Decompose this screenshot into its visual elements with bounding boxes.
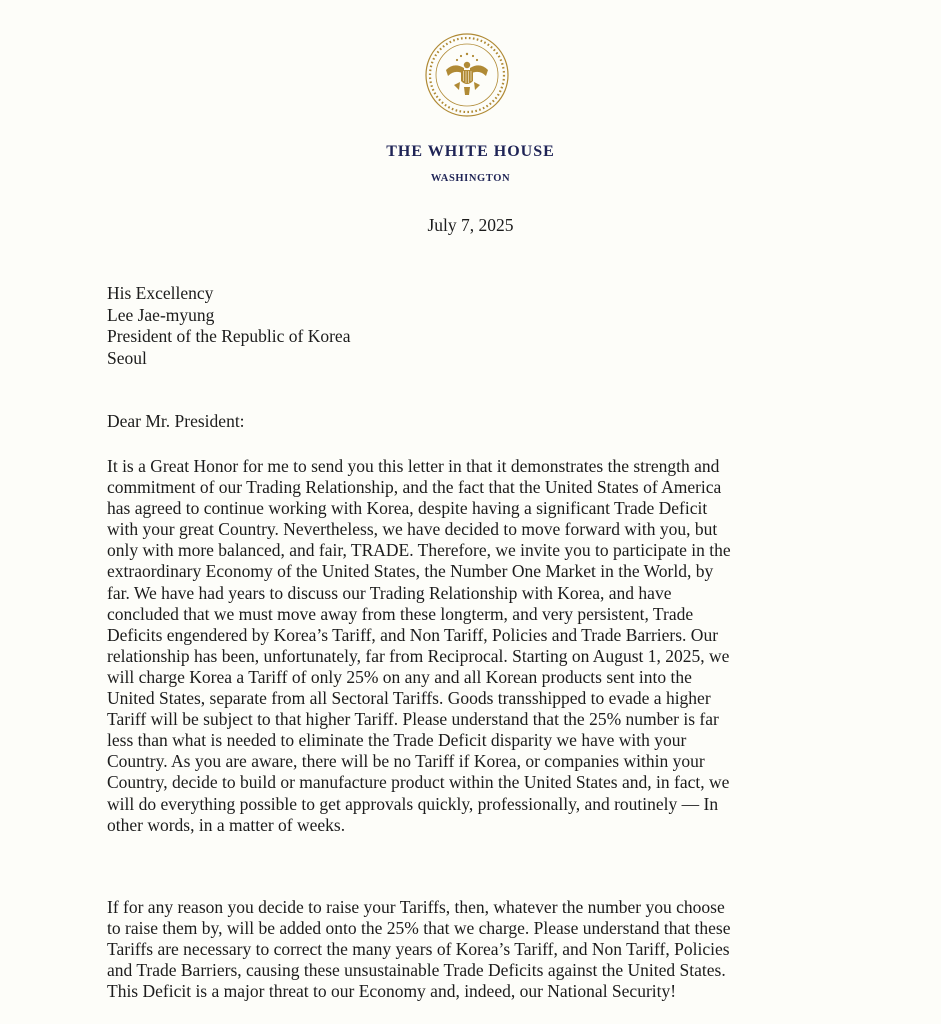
paragraph-line: Tariffs are necessary to correct the many years of Korea’s Tariff, and Non Tariff, Policies <box>107 939 730 960</box>
paragraph-line: It is a Great Honor for me to send you this letter in that it demonstrates the strength and <box>107 456 720 476</box>
letter-date: July 7, 2025 <box>427 215 514 235</box>
paragraph-line: and Trade Barriers, causing these unsustainable Trade Deficits against the United States. <box>107 960 726 981</box>
addressee-block <box>107 283 350 369</box>
paragraph-line: relationship has been, unfortunately, far from Reciprocal. Starting on August 1, 2025, we <box>107 645 730 666</box>
paragraph-line: less than what is needed to eliminate the Trade Deficit disparity we have with your <box>107 730 687 751</box>
addressee-line: His Excellency <box>107 283 214 303</box>
letterhead-subtitle: WASHINGTON <box>430 173 511 184</box>
paragraph-line: Tariff will be subject to that higher Tariff. Please understand that the 25% number is far <box>107 709 719 730</box>
paragraph-line: This Deficit is a major threat to our Economy and, indeed, our National Security! <box>107 981 677 1002</box>
letterhead-title: THE WHITE HOUSE <box>386 143 555 160</box>
paragraph-line: United States, separate from all Sectoral Tariffs. Goods transshipped to evade a higher <box>107 688 711 709</box>
paragraph-line: Country. As you are aware, there will be no Tariff if Korea, or companies within your <box>107 751 705 772</box>
paragraph-line: Country, decide to build or manufacture product within the United States and, in fact, we <box>107 772 730 793</box>
paragraph-line: will charge Korea a Tariff of only 25% on any and all Korean products sent into the <box>107 666 692 687</box>
paragraph-line: extraordinary Economy of the United States, the Number One Market in the World, by <box>107 561 714 582</box>
addressee-line: Lee Jae-myung <box>107 304 215 325</box>
paragraph-line: will do everything possible to get approvals quickly, professionally, and routinely — In <box>107 793 719 814</box>
paragraph-line: If for any reason you decide to raise your Tariffs, then, whatever the number you choose <box>107 897 725 917</box>
addressee-line: President of the Republic of Korea <box>107 326 351 346</box>
body-paragraph-2 <box>107 897 731 1002</box>
paragraph-line: with your great Country. Nevertheless, we have decided to move forward with you, but <box>107 519 718 540</box>
paragraph-line: Deficits engendered by Korea’s Tariff, and Non Tariff, Policies and Trade Barriers. Our <box>107 624 719 645</box>
paragraph-line: far. We have had years to discuss our Trading Relationship with Korea, and have <box>107 582 672 603</box>
paragraph-line: to raise them by, will be added onto the 25% that we charge. Please understand that these <box>107 918 731 939</box>
paragraph-line: has agreed to continue working with Korea, despite having a significant Trade Deficit <box>107 498 708 519</box>
body-paragraph-1 <box>107 456 731 836</box>
paragraph-line: concluded that we must move away from these longterm, and very persistent, Trade <box>107 603 694 624</box>
paragraph-line: other words, in a matter of weeks. <box>107 814 346 835</box>
paragraph-line: commitment of our Trading Relationship, and the fact that the United States of America <box>107 477 722 498</box>
addressee-line: Seoul <box>107 347 147 368</box>
paragraph-line: only with more balanced, and fair, TRADE. Therefore, we invite you to participate in the <box>107 540 731 561</box>
salutation: Dear Mr. President: <box>107 411 245 431</box>
presidential-seal-icon <box>424 32 510 118</box>
